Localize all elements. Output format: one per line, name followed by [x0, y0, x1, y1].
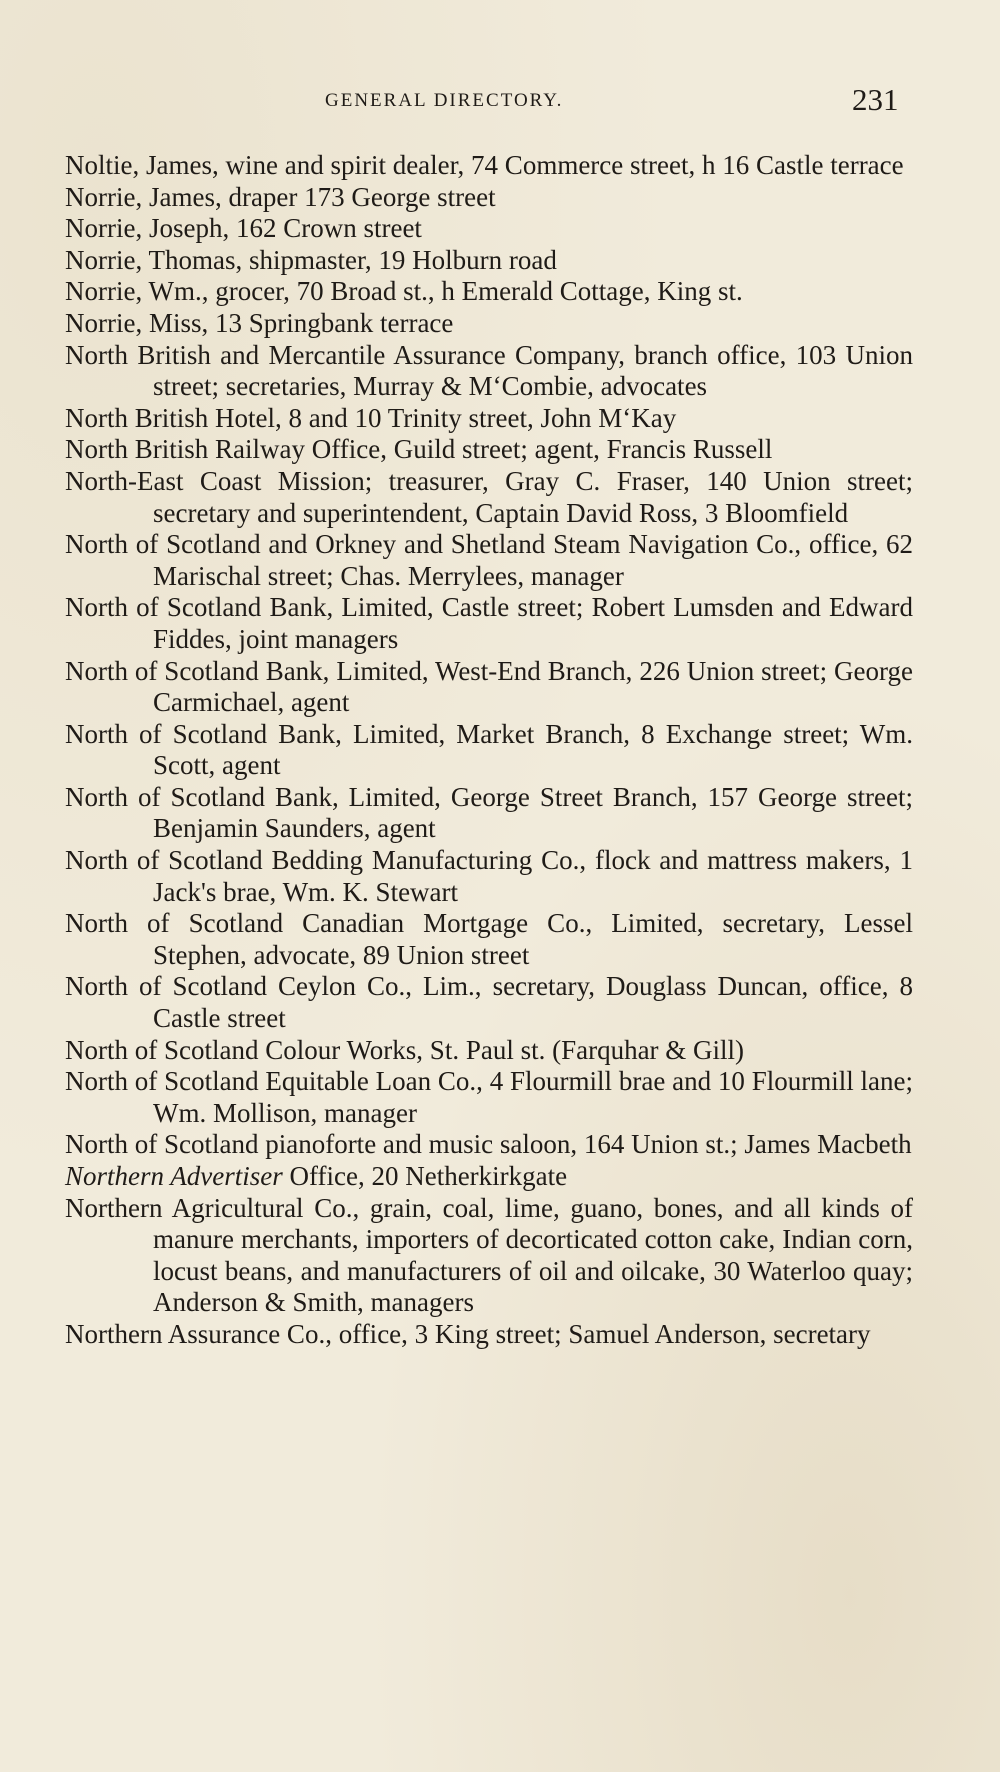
page-number: 231 — [852, 82, 899, 117]
directory-entry: North of Scotland Bank, Limited, George Street Branch, 157 George street; Benjamin Saunders, agent — [65, 781, 913, 844]
directory-entry: Northern Assurance Co., office, 3 King street; Samuel Anderson, secretary — [65, 1318, 871, 1349]
directory-entry: Norrie, James, draper 173 George street — [65, 181, 496, 212]
directory-entry: North of Scotland Bank, Limited, Castle street; Robert Lumsden and Edward Fiddes, joint managers — [65, 592, 913, 654]
page-header — [0, 82, 1000, 122]
directory-entry: North British Hotel, 8 and 10 Trinity street, John M‘Kay — [65, 402, 677, 433]
directory-entries — [65, 150, 913, 1351]
publication-title: Northern Advertiser — [65, 1161, 283, 1191]
directory-entry: North of Scotland pianoforte and music saloon, 164 Union st.; James Macbeth — [65, 1129, 912, 1160]
directory-entry: North of Scotland Bank, Limited, Market Branch, 8 Exchange street; Wm. Scott, agent — [65, 718, 913, 781]
directory-entry: Norrie, Joseph, 162 Crown street — [65, 213, 422, 244]
directory-entry: Noltie, James, wine and spirit dealer, 74 Commerce street, h 16 Castle terrace — [65, 150, 904, 180]
running-head: GENERAL DIRECTORY. — [325, 90, 564, 111]
directory-entry: Norrie, Wm., grocer, 70 Broad st., h Emerald Cottage, King st. — [65, 276, 743, 307]
directory-entry: Northern Advertiser Office, 20 Netherkirkgate — [65, 1161, 568, 1191]
directory-entry: Norrie, Thomas, shipmaster, 19 Holburn road — [65, 244, 557, 275]
directory-entry: North British Railway Office, Guild street; agent, Francis Russell — [65, 434, 773, 465]
directory-entry: North of Scotland Canadian Mortgage Co., Limited, secretary, Lessel Stephen, advocate, 89 Union street — [65, 908, 913, 970]
directory-entry: North of Scotland Colour Works, St. Paul st. (Farquhar & Gill) — [65, 1034, 745, 1065]
directory-entry: North of Scotland Ceylon Co., Lim., secretary, Douglass Duncan, office, 8 Castle street — [65, 971, 913, 1034]
directory-entry: North of Scotland and Orkney and Shetland Steam Navigation Co., office, 62 Marischal street; Chas. Merrylees, manager — [65, 529, 913, 591]
directory-entry: Norrie, Miss, 13 Springbank terrace — [65, 307, 454, 338]
directory-entry: Northern Agricultural Co., grain, coal, lime, guano, bones, and all kinds of manure merchants, importers of decorticated cotton cake, Indian corn, locust beans, and manufacturers of oil and oilcake, 30 Waterloo quay; Anderson & Smith, managers — [65, 1192, 913, 1318]
directory-entry: North British and Mercantile Assurance Company, branch office, 103 Union street; secretaries, Murray & M‘Combie, advocates — [65, 339, 913, 402]
directory-entry: North of Scotland Equitable Loan Co., 4 Flourmill brae and 10 Flourmill lane; Wm. Mollison, manager — [65, 1066, 913, 1128]
directory-entry: North of Scotland Bedding Manufacturing Co., flock and mattress makers, 1 Jack's brae, Wm. K. Stewart — [65, 845, 913, 907]
directory-entry: North-East Coast Mission; treasurer, Gray C. Fraser, 140 Union street; secretary and superintendent, Captain David Ross, 3 Bloomfield — [65, 465, 913, 528]
directory-entry: North of Scotland Bank, Limited, West-End Branch, 226 Union street; George Carmichael, agent — [65, 655, 913, 718]
